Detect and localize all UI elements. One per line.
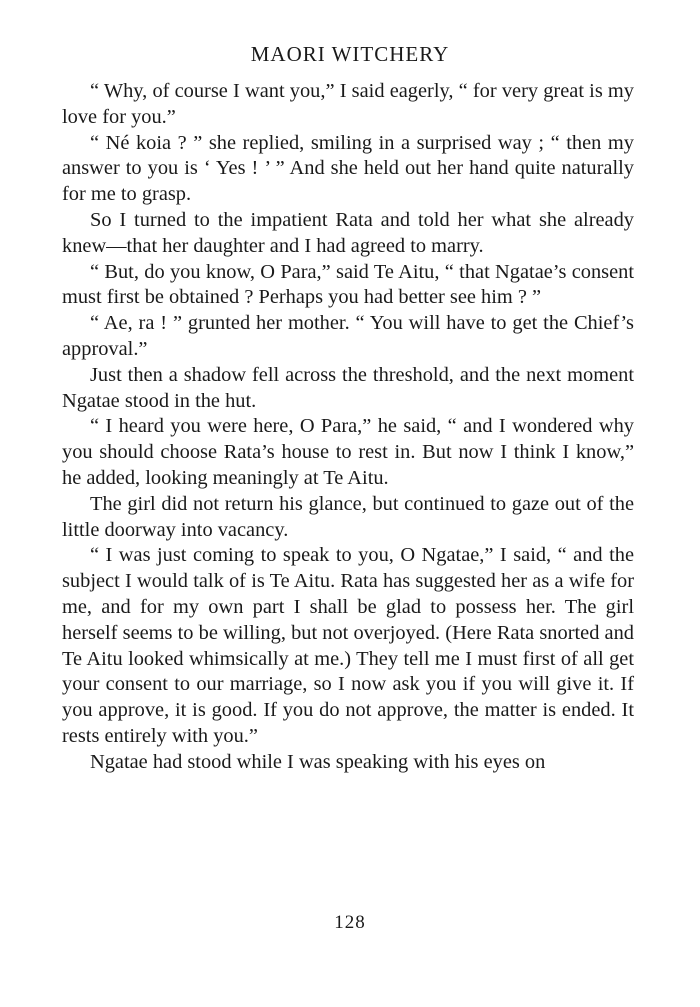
paragraph: “ Why, of course I want you,” I said eagerly, “ for very great is my love for you.” — [62, 80, 634, 128]
paragraph: Ngatae had stood while I was speaking with his eyes on — [90, 750, 546, 773]
paragraph: “ Ae, ra ! ” grunted her mother. “ You will have to get the Chief’s approval.” — [62, 312, 634, 360]
paragraph: “ But, do you know, O Para,” said Te Aitu, “ that Ngatae’s consent must first be obtained ? Perhaps you had better see him ? ” — [62, 260, 634, 309]
paragraph: Just then a shadow fell across the threshold, and the next moment Ngatae stood in the hut. — [62, 363, 634, 412]
body-text — [62, 79, 634, 776]
paragraph: “ I heard you were here, O Para,” he said, “ and I wondered why you should choose Rata’s house to rest in. But now I think I know,” he added, looking meaningly at Te Aitu. — [62, 415, 634, 489]
paragraph: “ I was just coming to speak to you, O Ngatae,” I said, “ and the subject I would talk of is Te Aitu. Rata has suggested her as a wife for me, and for my own part I shall be glad to possess her. The girl herself seems to be willing, but not overjoyed. (Here Rata snorted and Te Aitu looked whimsically at me.) They tell me I must first of all get your consent to our marriage, so I now ask you if you will give it. If you approve, it is good. If you do not approve, the matter is ended. It rests entirely with you.” — [62, 544, 634, 747]
running-head: MAORI WITCHERY — [250, 42, 450, 66]
page-number: 128 — [334, 912, 366, 933]
paragraph: “ Né koia ? ” she replied, smiling in a surprised way ; “ then my answer to you is ‘ Yes ! ’ ” And she held out her hand quite naturally for me to grasp. — [62, 131, 634, 206]
paragraph: So I turned to the impatient Rata and told her what she already knew—that her daughter and I had agreed to marry. — [62, 208, 634, 257]
paragraph: The girl did not return his glance, but continued to gaze out of the little doorway into vacancy. — [62, 492, 634, 541]
